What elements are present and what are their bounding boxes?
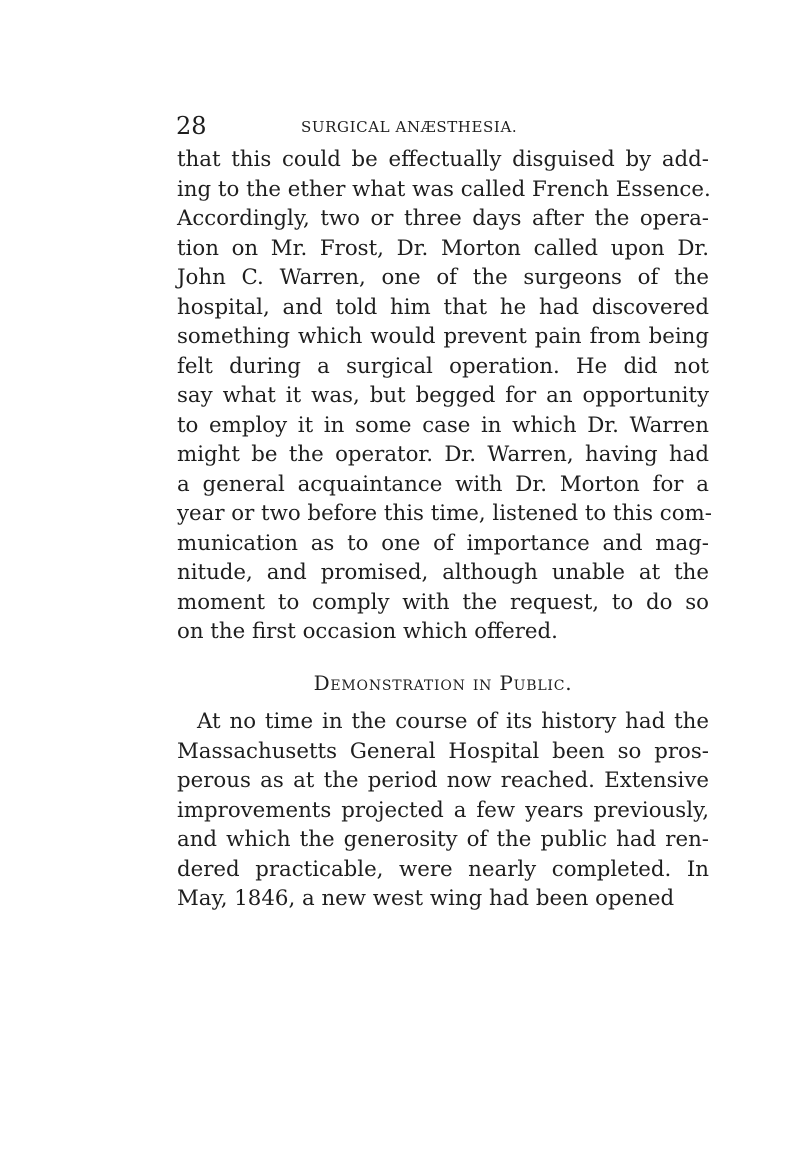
running-head (176, 112, 710, 142)
text-line: a general acquaintance with Dr. Morton for a (177, 471, 709, 497)
text-line: to employ it in some case in which Dr. Warren (177, 412, 709, 438)
text-line: At no time in the course of its history had the (197, 709, 709, 734)
text-line: May, 1846, a new west wing had been opened (177, 886, 675, 911)
text-line: Massachusetts General Hospital been so pros- (177, 738, 709, 764)
text-line: perous as at the period now reached. Extensive (177, 768, 709, 793)
text-line: something which would prevent pain from being (177, 324, 709, 349)
text-line: dered practicable, were nearly completed. In (177, 856, 709, 882)
text-line: nitude, and promised, although unable at the (177, 560, 709, 585)
running-title: SURGICAL ANÆSTHESIA. (301, 118, 518, 136)
text-line: say what it was, but begged for an opportunity (177, 383, 709, 408)
text-line: munication as to one of importance and mag- (177, 530, 709, 556)
text-line: felt during a surgical operation. He did not (177, 353, 709, 379)
paragraph-2 (177, 707, 709, 914)
page-number: 28 (176, 112, 207, 140)
text-line: on the first occasion which offered. (177, 619, 558, 644)
text-line: improvements projected a few years previously, (177, 797, 709, 823)
text-line: might be the operator. Dr. Warren, having had (177, 442, 709, 467)
section-heading: Demonstration in Public. (313, 671, 573, 695)
text-line: year or two before this time, listened to this com- (177, 501, 712, 526)
text-line: tion on Mr. Frost, Dr. Morton called upon Dr. (177, 235, 709, 261)
text-line: and which the generosity of the public had ren- (177, 827, 709, 852)
text-line: hospital, and told him that he had discovered (177, 294, 709, 320)
text-line: ing to the ether what was called French Essence. (177, 176, 711, 202)
text-line: moment to comply with the request, to do so (177, 589, 709, 615)
text-line: Accordingly, two or three days after the opera- (177, 206, 709, 231)
text-line: John C. Warren, one of the surgeons of the (177, 265, 709, 290)
text-line: that this could be effectually disguised by add- (177, 147, 709, 172)
paragraph-1 (177, 145, 712, 647)
